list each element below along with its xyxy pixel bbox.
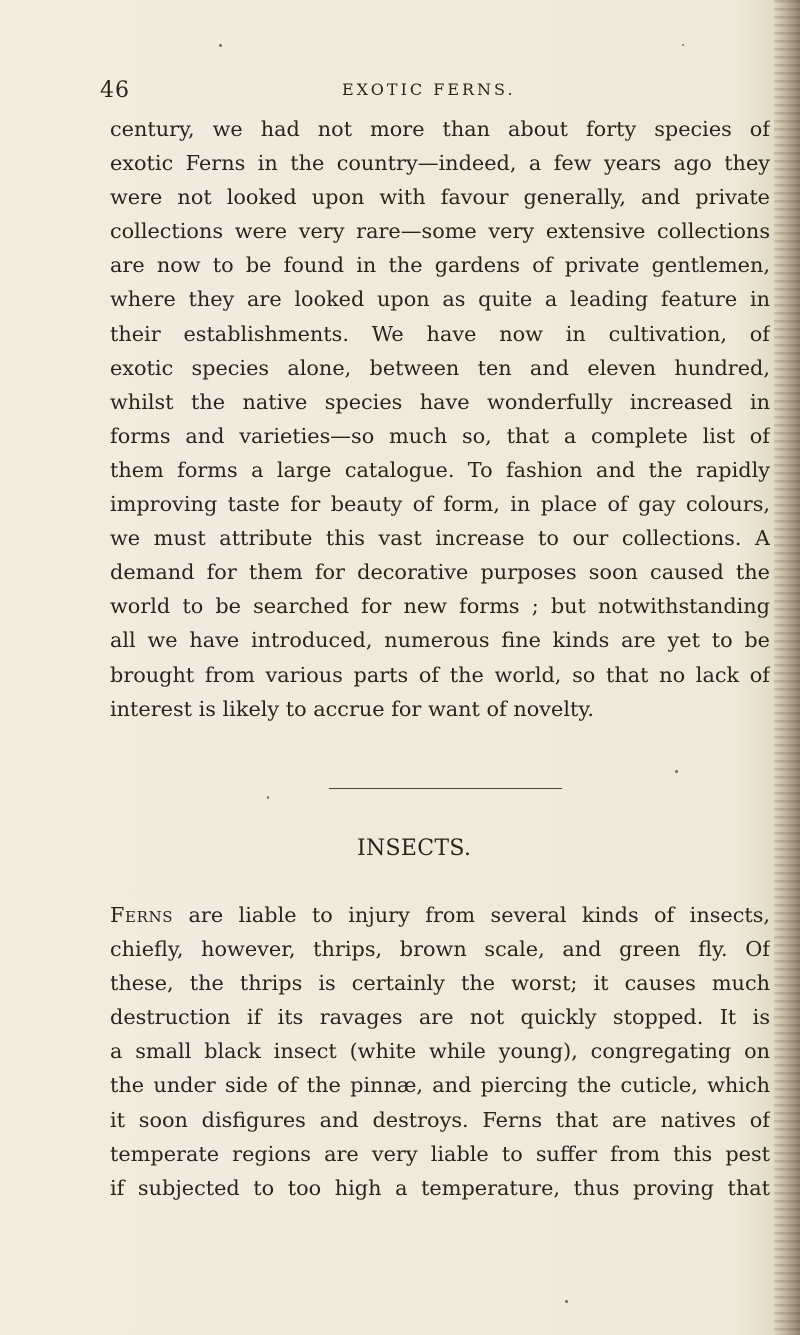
paper-speck [267, 796, 269, 799]
paragraph-exotic-ferns [110, 112, 770, 726]
text-line: if subjected to too high a temperature, thus proving that [110, 1175, 770, 1200]
paper-speck [565, 1300, 568, 1303]
text-line: the under side of the pinnæ, and piercing the cuticle, which [110, 1073, 770, 1098]
text-line: destruction if its ravages are not quickly stopped. It is [110, 1005, 770, 1030]
text-line: demand for them for decorative purposes soon caused the [110, 560, 770, 585]
section-heading: INSECTS. [357, 836, 472, 861]
text-line: temperate regions are very liable to suffer from this pest [110, 1141, 770, 1166]
text-line: these, the thrips is certainly the worst; it causes much [110, 971, 770, 996]
text-line: it soon disfigures and destroys. Ferns that are natives of [110, 1107, 770, 1132]
text-line: exotic species alone, between ten and eleven hundred, [110, 355, 770, 380]
text-line: interest is likely to accrue for want of novelty. [110, 696, 594, 721]
text-line: we must attribute this vast increase to our collections. A [110, 526, 770, 551]
text-line: world to be searched for new forms ; but notwithstanding [110, 594, 770, 619]
paper-speck [219, 44, 222, 47]
text-line: were not looked upon with favour generally, and private [110, 185, 770, 210]
text-line: them forms a large catalogue. To fashion and the rapidly [110, 457, 770, 482]
page-edge-shadow [774, 0, 800, 1335]
text-line: collections were very rare—some very extensive collections [110, 219, 770, 244]
paragraph-insects [110, 898, 770, 1205]
text-line: where they are looked upon as quite a leading feature in [110, 287, 770, 312]
paper-speck [675, 770, 678, 773]
text-line: a small black insect (white while young), congregating on [110, 1039, 770, 1064]
page-header [100, 78, 680, 110]
text-line: improving taste for beauty of form, in place of gay colours, [110, 492, 770, 517]
paper-speck [682, 44, 684, 46]
text-line: century, we had not more than about forty species of [110, 117, 770, 141]
text-line: are now to be found in the gardens of private gentlemen, [110, 253, 770, 278]
text-line: exotic Ferns in the country—indeed, a few years ago they [110, 151, 770, 176]
section-divider [329, 788, 562, 789]
text-line [110, 898, 770, 932]
page-number: 46 [100, 78, 130, 103]
text-line: brought from various parts of the world, so that no lack of [110, 662, 770, 687]
text-line: chiefly, however, thrips, brown scale, and green fly. Of [110, 937, 770, 962]
text-line: whilst the native species have wonderfully increased in [110, 389, 770, 414]
paragraph-lead-word: Ferns [110, 903, 174, 927]
text-line: all we have introduced, numerous fine kinds are yet to be [110, 628, 770, 653]
running-head: EXOTIC FERNS. [342, 80, 516, 99]
first-line-rest: are liable to injury from several kinds of insects, [173, 903, 770, 927]
text-line: their establishments. We have now in cultivation, of [110, 321, 770, 346]
text-line: forms and varieties—so much so, that a complete list of [110, 423, 770, 448]
